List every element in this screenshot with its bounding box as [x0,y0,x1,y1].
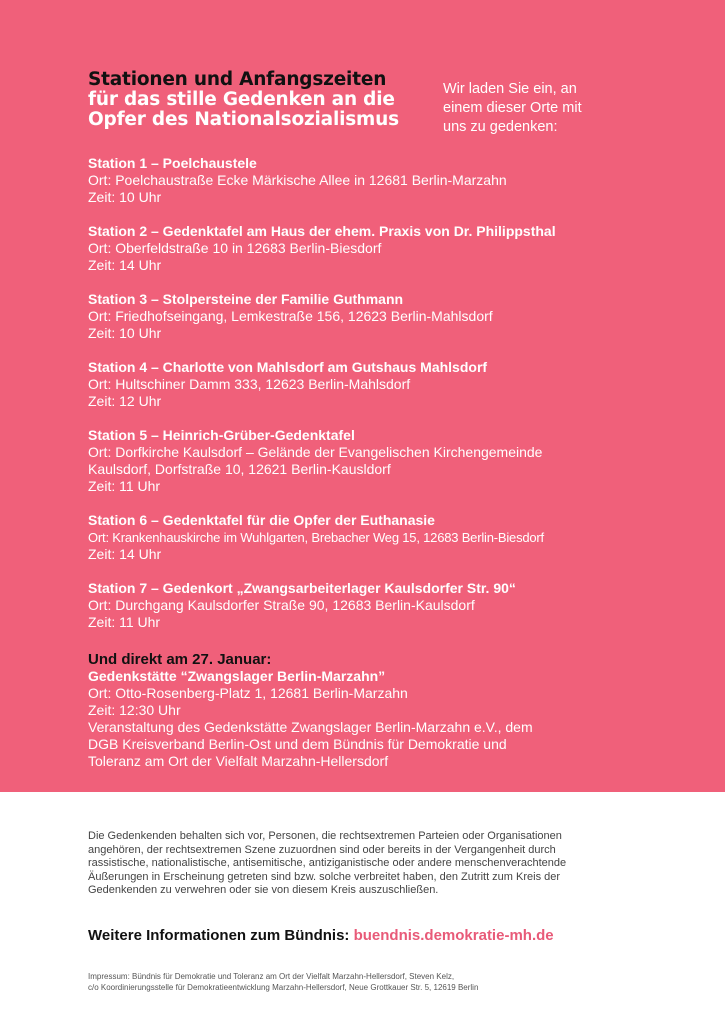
station-time: Zeit: 11 Uhr [88,614,161,630]
final-subheading: Gedenkstätte “Zwangslager Berlin-Marzahn” [88,668,386,684]
invitation-text [443,80,643,137]
station-time: Zeit: 12 Uhr [88,393,162,409]
page-title [88,70,438,130]
station-time: Zeit: 10 Uhr [88,325,162,341]
website-link[interactable]: buendnis.demokratie-mh.de [353,927,554,944]
stations-list [88,155,688,648]
station-6 [88,512,688,563]
station-location: Ort: Hultschiner Damm 333, 12623 Berlin-Mahlsdorf [88,376,411,392]
final-organizers-cont: DGB Kreisverband Berlin-Ost und dem Bündnis für Demokratie und [88,736,507,752]
station-location: Ort: Dorfkirche Kaulsdorf – Gelände der Evangelischen Kirchengemeinde [88,444,543,460]
station-location: Ort: Durchgang Kaulsdorfer Straße 90, 12683 Berlin-Kaulsdorf [88,597,475,613]
station-location: Ort: Krankenhauskirche im Wuhlgarten, Brebacher Weg 15, 12683 Berlin-Biesdorf [88,530,544,545]
station-time: Zeit: 11 Uhr [88,478,161,494]
station-heading: Station 2 – Gedenktafel am Haus der ehem. Praxis von Dr. Philippsthal [88,223,556,239]
station-1 [88,155,688,206]
station-heading: Station 5 – Heinrich-Grüber-Gedenktafel [88,427,355,443]
station-heading: Station 1 – Poelchaustele [88,155,257,171]
station-7 [88,580,688,631]
station-time: Zeit: 14 Uhr [88,546,162,562]
disclaimer-line: Gedenkenden zu verwehren oder sie von diesem Kreis auszuschließen. [88,884,439,896]
station-location: Ort: Poelchaustraße Ecke Märkische Allee in 12681 Berlin-Marzahn [88,172,507,188]
disclaimer-line: Die Gedenkenden behalten sich vor, Personen, die rechtsextremen Parteien oder Organisationen [88,830,562,842]
station-location-cont: Kaulsdorf, Dorfstraße 10, 12621 Berlin-Kausldorf [88,461,391,477]
station-time: Zeit: 10 Uhr [88,189,162,205]
more-info-label: Weitere Informationen zum Bündnis: [88,927,350,944]
imprint [88,971,648,993]
final-location: Ort: Otto-Rosenberg-Platz 1, 12681 Berlin-Marzahn [88,685,408,701]
station-2 [88,223,688,274]
invite-line-1: Wir laden Sie ein, an [443,81,577,97]
final-organizers: Veranstaltung des Gedenkstätte Zwangslager Berlin-Marzahn e.V., dem [88,719,533,735]
station-5 [88,427,688,495]
title-line-2: für das stille Gedenken an die [88,89,395,110]
station-heading: Station 4 – Charlotte von Mahlsdorf am Gutshaus Mahlsdorf [88,359,488,375]
imprint-line-1: Impressum: Bündnis für Demokratie und Toleranz am Ort der Vielfalt Marzahn-Hellersdorf, Steven Kelz, [88,972,455,981]
station-heading: Station 7 – Gedenkort „Zwangsarbeiterlager Kaulsdorfer Str. 90“ [88,580,516,596]
disclaimer [88,830,648,898]
station-location: Ort: Friedhofseingang, Lemkestraße 156, 12623 Berlin-Mahlsdorf [88,308,493,324]
station-location: Ort: Oberfeldstraße 10 in 12683 Berlin-Biesdorf [88,240,382,256]
more-info [88,927,688,944]
disclaimer-line: rassistische, nationalistische, antisemitische, antiziganistische oder andere menschenverachtende [88,857,567,869]
station-heading: Station 3 – Stolpersteine der Familie Guthmann [88,291,404,307]
title-line-3: Opfer des Nationalsozialismus [88,109,399,130]
final-heading: Und direkt am 27. Januar: [88,651,272,668]
disclaimer-line: Äußerungen in Erscheinung getreten sind bzw. solche verbreitet haben, den Zutritt zum Kreis der [88,870,561,883]
final-time: Zeit: 12:30 Uhr [88,702,181,718]
invite-line-3: uns zu gedenken: [443,119,558,135]
title-line-1: Stationen und Anfangszeiten [88,69,387,90]
imprint-line-2: c/o Koordinierungsstelle für Demokratieentwicklung Marzahn-Hellersdorf, Neue Grottkauer Str. 5, 12619 Berlin [88,983,479,992]
final-event [88,651,688,770]
station-time: Zeit: 14 Uhr [88,257,162,273]
station-heading: Station 6 – Gedenktafel für die Opfer der Euthanasie [88,512,435,528]
disclaimer-line: angehören, der rechtsextremen Szene zuzuordnen sind oder bereits in der Vergangenheit durch [88,843,556,856]
station-3 [88,291,688,342]
final-organizers-end: Toleranz am Ort der Vielfalt Marzahn-Hellersdorf [88,753,389,769]
invite-line-2: einem dieser Orte mit [443,100,582,116]
station-4 [88,359,688,410]
